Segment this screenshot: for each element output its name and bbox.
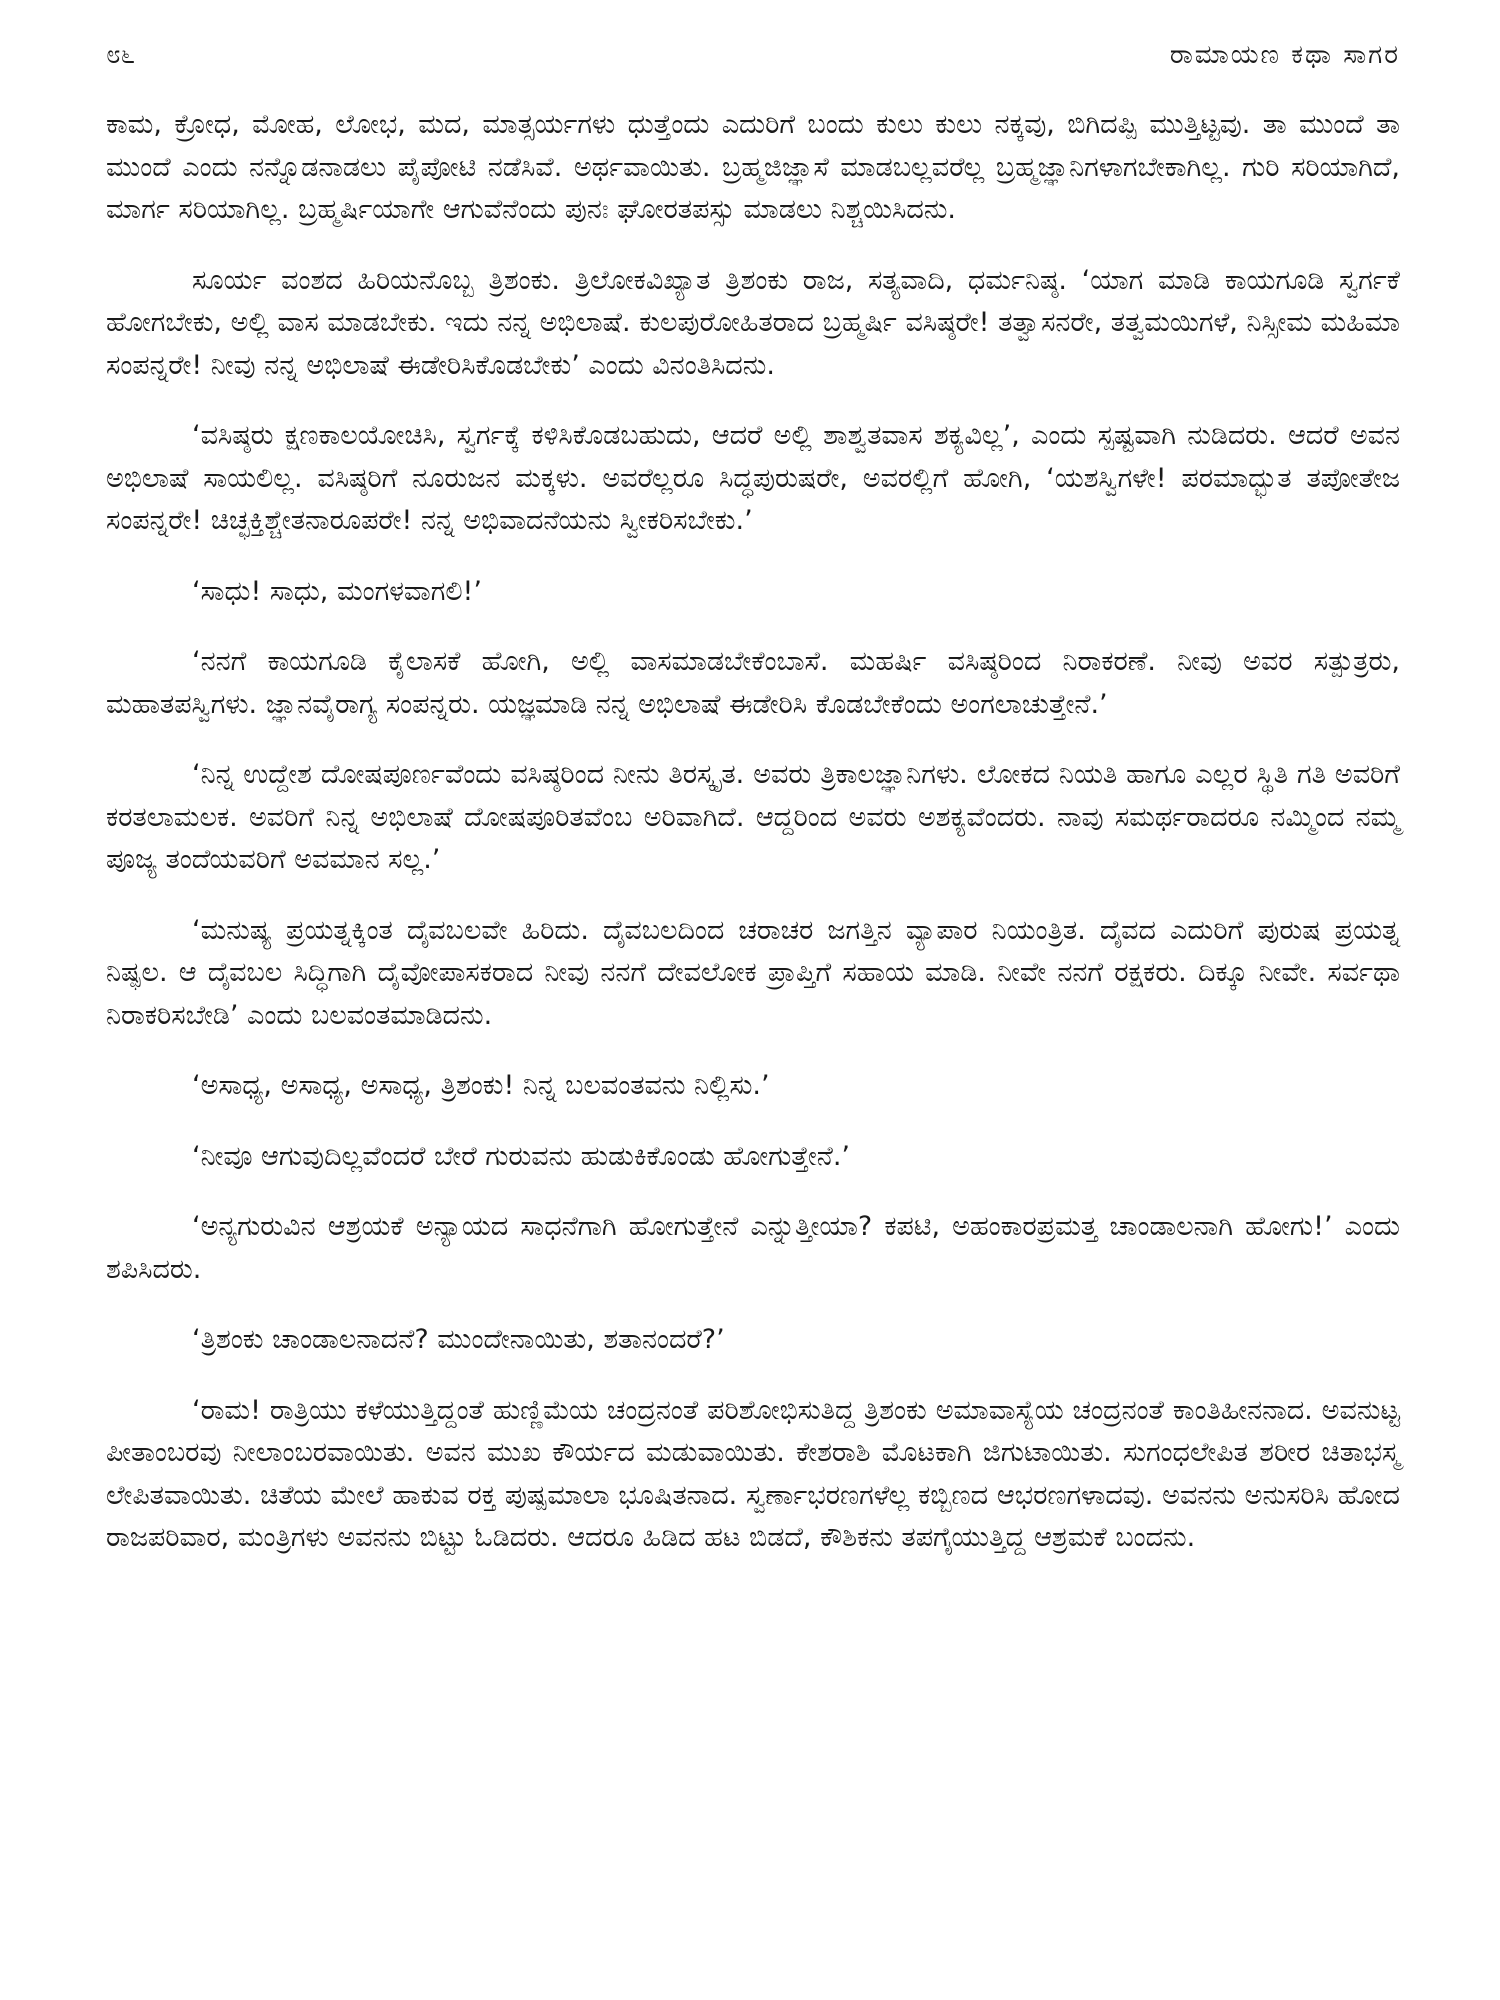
paragraph: ಕಾಮ, ಕ್ರೋಧ, ಮೋಹ, ಲೋಭ, ಮದ, ಮಾತ್ಸರ್ಯಗಳು ಧುತ್ತೆಂದು ಎದುರಿಗೆ ಬಂದು ಕುಲು ಕುಲು ನಕ್ಕವು, ಬಿಗಿದಪ್ಪಿ ಮುತ್ತಿಟ್ಟವು. ತಾ ಮುಂದೆ ತಾ ಮುಂದೆ ಎಂದು ನನ್ನೊಡನಾಡಲು ಪೈಪೋಟಿ ನಡೆಸಿವೆ. ಅರ್ಥವಾಯಿತು. ಬ್ರಹ್ಮಜಿಜ್ಞಾಸೆ ಮಾಡಬಲ್ಲವರೆಲ್ಲ ಬ್ರಹ್ಮಜ್ಞಾನಿಗಳಾಗಬೇಕಾಗಿಲ್ಲ. ಗುರಿ ಸರಿಯಾಗಿದೆ, ಮಾರ್ಗ ಸರಿಯಾಗಿಲ್ಲ. ಬ್ರಹ್ಮರ್ಷಿಯಾಗೇ ಆಗುವೆನೆಂದು ಪುನಃ ಘೋರತಪಸ್ಸು ಮಾಡಲು ನಿಶ್ಚಯಿಸಿದನು. [106,109,1400,225]
paragraph: ‘ಮನುಷ್ಯ ಪ್ರಯತ್ನಕ್ಕಿಂತ ದೈವಬಲವೇ ಹಿರಿದು. ದೈವಬಲದಿಂದ ಚರಾಚರ ಜಗತ್ತಿನ ವ್ಯಾಪಾರ ನಿಯಂತ್ರಿತ. ದೈವದ ಎದುರಿಗೆ ಪುರುಷ ಪ್ರಯತ್ನ ನಿಷ್ಫಲ. ಆ ದೈವಬಲ ಸಿದ್ಧಿಗಾಗಿ ದೈವೋಪಾಸಕರಾದ ನೀವು ನನಗೆ ದೇವಲೋಕ ಪ್ರಾಪ್ತಿಗೆ ಸಹಾಯ ಮಾಡಿ. ನೀವೇ ನನಗೆ ರಕ್ಷಕರು. ದಿಕ್ಕೂ ನೀವೇ. ಸರ್ವಥಾ ನಿರಾಕರಿಸಬೇಡಿ’ ಎಂದು ಬಲವಂತಮಾಡಿದನು. [106,914,1400,1031]
paragraph: ‘ಸಾಧು! ಸಾಧು, ಮಂಗಳವಾಗಲಿ!’ [192,575,482,607]
page-header [106,40,1400,90]
paragraph: ‘ಅನ್ಯಗುರುವಿನ ಆಶ್ರಯಕೆ ಅನ್ಯಾಯದ ಸಾಧನೆಗಾಗಿ ಹೋಗುತ್ತೇನೆ ಎನ್ನುತ್ತೀಯಾ? ಕಪಟಿ, ಅಹಂಕಾರಪ್ರಮತ್ತ ಚಾಂಡಾಲನಾಗಿ ಹೋಗು!’ ಎಂದು ಶಪಿಸಿದರು. [106,1211,1400,1285]
paragraph: ‘ರಾಮ! ರಾತ್ರಿಯು ಕಳೆಯುತ್ತಿದ್ದಂತೆ ಹುಣ್ಣಿಮೆಯ ಚಂದ್ರನಂತೆ ಪರಿಶೋಭಿಸುತಿದ್ದ ತ್ರಿಶಂಕು ಅಮಾವಾಸ್ಯೆಯ ಚಂದ್ರನಂತೆ ಕಾಂತಿಹೀನನಾದ. ಅವನುಟ್ಟ ಪೀತಾಂಬರವು ನೀಲಾಂಬರವಾಯಿತು. ಅವನ ಮುಖ ಕೌರ್ಯದ ಮಡುವಾಯಿತು. ಕೇಶರಾಶಿ ಮೊಟಕಾಗಿ ಜಿಗುಟಾಯಿತು. ಸುಗಂಧಲೇಪಿತ ಶರೀರ ಚಿತಾಭಸ್ಮ ಲೇಪಿತವಾಯಿತು. ಚಿತೆಯ ಮೇಲೆ ಹಾಕುವ ರಕ್ತ ಪುಷ್ಪಮಾಲಾ ಭೂಷಿತನಾದ. ಸ್ವರ್ಣಾಭರಣಗಳೆಲ್ಲ ಕಬ್ಬಿಣದ ಆಭರಣಗಳಾದವು. ಅವನನು ಅನುಸರಿಸಿ ಹೋದ ರಾಜಪರಿವಾರ, ಮಂತ್ರಿಗಳು ಅವನನು ಬಿಟ್ಟು ಓಡಿದರು. ಆದರೂ ಹಿಡಿದ ಹಟ ಬಿಡದೆ, ಕೌಶಿಕನು ತಪಗೈಯುತ್ತಿದ್ದ ಆಶ್ರಮಕೆ ಬಂದನು. [106,1394,1400,1553]
paragraph: ‘ನೀವೂ ಆಗುವುದಿಲ್ಲವೆಂದರೆ ಬೇರೆ ಗುರುವನು ಹುಡುಕಿಕೊಂಡು ಹೋಗುತ್ತೇನೆ.’ [192,1140,851,1172]
paragraph: ‘ನನಗೆ ಕಾಯಗೂಡಿ ಕೈಲಾಸಕೆ ಹೋಗಿ, ಅಲ್ಲಿ ವಾಸಮಾಡಬೇಕೆಂಬಾಸೆ. ಮಹರ್ಷಿ ವಸಿಷ್ಠರಿಂದ ನಿರಾಕರಣೆ. ನೀವು ಅವರ ಸತ್ಪುತ್ರರು, ಮಹಾತಪಸ್ವಿಗಳು. ಜ್ಞಾನವೈರಾಗ್ಯ ಸಂಪನ್ನರು. ಯಜ್ಞಮಾಡಿ ನನ್ನ ಅಭಿಲಾಷೆ ಈಡೇರಿಸಿ ಕೊಡಬೇಕೆಂದು ಅಂಗಲಾಚುತ್ತೇನೆ.’ [106,646,1400,720]
paragraph: ‘ನಿನ್ನ ಉದ್ದೇಶ ದೋಷಪೂರ್ಣವೆಂದು ವಸಿಷ್ಠರಿಂದ ನೀನು ತಿರಸ್ಕೃತ. ಅವರು ತ್ರಿಕಾಲಜ್ಞಾನಿಗಳು. ಲೋಕದ ನಿಯತಿ ಹಾಗೂ ಎಲ್ಲರ ಸ್ಥಿತಿ ಗತಿ ಅವರಿಗೆ ಕರತಲಾಮಲಕ. ಅವರಿಗೆ ನಿನ್ನ ಅಭಿಲಾಷೆ ದೋಷಪೂರಿತವೆಂಬ ಅರಿವಾಗಿದೆ. ಆದ್ದರಿಂದ ಅವರು ಅಶಕ್ಯವೆಂದರು. ನಾವು ಸಮರ್ಥರಾದರೂ ನಮ್ಮಿಂದ ನಮ್ಮ ಪೂಜ್ಯ ತಂದೆಯವರಿಗೆ ಅವಮಾನ ಸಲ್ಲ.’ [106,759,1400,875]
page-number: ೮೬ [106,40,136,70]
body-text [106,104,1400,1560]
paragraph: ಸೂರ್ಯ ವಂಶದ ಹಿರಿಯನೊಬ್ಬ ತ್ರಿಶಂಕು. ತ್ರಿಲೋಕವಿಖ್ಯಾತ ತ್ರಿಶಂಕು ರಾಜ, ಸತ್ಯವಾದಿ, ಧರ್ಮನಿಷ್ಠ. ‘ಯಾಗ ಮಾಡಿ ಕಾಯಗೂಡಿ ಸ್ವರ್ಗಕೆ ಹೋಗಬೇಕು, ಅಲ್ಲಿ ವಾಸ ಮಾಡಬೇಕು. ಇದು ನನ್ನ ಅಭಿಲಾಷೆ. ಕುಲಪುರೋಹಿತರಾದ ಬ್ರಹ್ಮರ್ಷಿ ವಸಿಷ್ಠರೇ! ತತ್ವಾಸನರೇ, ತತ್ವಮಯಿಗಳೆ, ನಿಸ್ಸೀಮ ಮಹಿಮಾ ಸಂಪನ್ನರೇ! ನೀವು ನನ್ನ ಅಭಿಲಾಷೆ ಈಡೇರಿಸಿಕೊಡಬೇಕು’ ಎಂದು ವಿನಂತಿಸಿದನು. [106,264,1400,381]
book-title: ರಾಮಾಯಣ ಕಥಾ ಸಾಗರ [1169,40,1400,70]
paragraph: ‘ವಸಿಷ್ಠರು ಕ್ಷಣಕಾಲಯೋಚಿಸಿ, ಸ್ವರ್ಗಕ್ಕೆ ಕಳಿಸಿಕೊಡಬಹುದು, ಆದರೆ ಅಲ್ಲಿ ಶಾಶ್ವತವಾಸ ಶಕ್ಯವಿಲ್ಲ’, ಎಂದು ಸ್ಪಷ್ಟವಾಗಿ ನುಡಿದರು. ಆದರೆ ಅವನ ಅಭಿಲಾಷೆ ಸಾಯಲಿಲ್ಲ. ವಸಿಷ್ಠರಿಗೆ ನೂರುಜನ ಮಕ್ಕಳು. ಅವರೆಲ್ಲರೂ ಸಿದ್ಧಪುರುಷರೇ, ಅವರಲ್ಲಿಗೆ ಹೋಗಿ, ‘ಯಶಸ್ವಿಗಳೇ! ಪರಮಾದ್ಭುತ ತಪೋತೇಜ ಸಂಪನ್ನರೇ! ಚಿಚ್ಛಕ್ತಿಶ್ಚೇತನಾರೂಪರೇ! ನನ್ನ ಅಭಿವಾದನೆಯನು ಸ್ವೀಕರಿಸಬೇಕು.’ [106,420,1400,536]
paragraph: ‘ತ್ರಿಶಂಕು ಚಾಂಡಾಲನಾದನೆ? ಮುಂದೇನಾಯಿತು, ಶತಾನಂದರೆ?’ [192,1324,725,1355]
paragraph: ‘ಅಸಾಧ್ಯ, ಅಸಾಧ್ಯ, ಅಸಾಧ್ಯ, ತ್ರಿಶಂಕು! ನಿನ್ನ ಬಲವಂತವನು ನಿಲ್ಲಿಸು.’ [192,1070,770,1101]
